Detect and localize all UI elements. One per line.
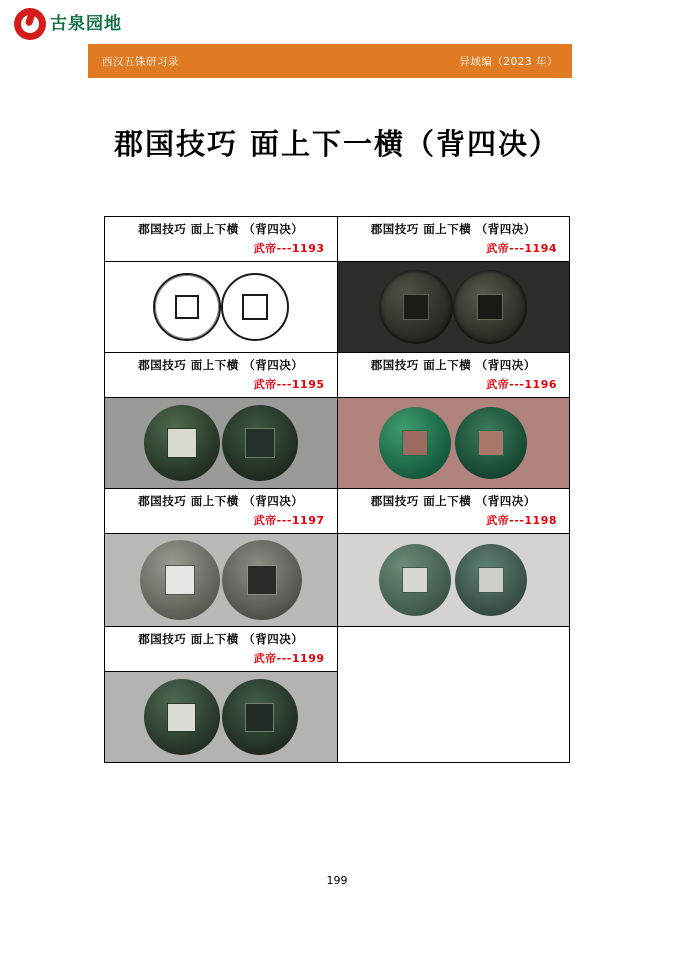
page-title: 郡国技巧 面上下一横（背四决） — [113, 127, 561, 161]
coin-catalog-table — [104, 216, 570, 763]
table-row — [105, 489, 570, 534]
table-row — [105, 398, 570, 489]
table-row — [105, 353, 570, 398]
empty-label-cell — [337, 627, 570, 763]
header-right-title: 异域编（2023 年） — [459, 55, 558, 68]
swirl-logo-icon — [14, 8, 46, 40]
page-header-bar — [88, 44, 572, 78]
coin-entry-label — [337, 217, 570, 262]
coin-entry-code: 武帝---1195 — [253, 377, 325, 391]
coin-photo-cell — [337, 262, 570, 353]
table-row — [105, 534, 570, 627]
coin-entry-label — [105, 353, 338, 398]
coin-entry-title: 郡国技巧 面上下横 （背四决） — [138, 358, 304, 372]
coin-entry-code: 武帝---1199 — [253, 651, 325, 665]
coin-entry-title: 郡国技巧 面上下横 （背四决） — [138, 632, 304, 646]
coin-entry-title: 郡国技巧 面上下横 （背四决） — [138, 222, 304, 236]
table-row — [105, 262, 570, 353]
coin-entry-label — [105, 217, 338, 262]
coin-entry-code: 武帝---1194 — [486, 241, 557, 255]
coin-photo-cell — [105, 398, 338, 489]
page-number: 199 — [326, 874, 348, 887]
coin-entry-code: 武帝---1198 — [486, 513, 557, 527]
coin-pair-photo-1196 — [338, 398, 570, 488]
coin-entry-code: 武帝---1193 — [253, 241, 325, 255]
coin-photo-cell — [105, 262, 338, 353]
coin-pair-photo-1193 — [105, 262, 337, 352]
coin-entry-code: 武帝---1197 — [253, 513, 325, 527]
coin-entry-title: 郡国技巧 面上下横 （背四决） — [370, 358, 536, 372]
table-row — [105, 627, 570, 672]
coin-entry-title: 郡国技巧 面上下横 （背四决） — [370, 222, 536, 236]
coin-pair-photo-1194 — [338, 262, 570, 352]
coin-photo-cell — [105, 672, 338, 763]
coin-entry-label — [337, 353, 570, 398]
coin-pair-photo-1195 — [105, 398, 337, 488]
site-logo — [14, 8, 122, 40]
coin-entry-label — [105, 489, 338, 534]
table-row — [105, 217, 570, 262]
coin-photo-cell — [337, 398, 570, 489]
coin-entry-title: 郡国技巧 面上下横 （背四决） — [138, 494, 304, 508]
coin-entry-label — [105, 627, 338, 672]
coin-pair-photo-1197 — [105, 534, 337, 626]
coin-pair-photo-1199 — [105, 672, 337, 762]
coin-pair-photo-1198 — [338, 534, 570, 626]
coin-entry-code: 武帝---1196 — [486, 377, 557, 391]
header-left-title: 西汉五铢研习录 — [102, 55, 179, 68]
coin-photo-cell — [105, 534, 338, 627]
coin-photo-cell — [337, 534, 570, 627]
logo-text: 古泉园地 — [50, 13, 122, 34]
coin-entry-title: 郡国技巧 面上下横 （背四决） — [370, 494, 536, 508]
coin-entry-label — [337, 489, 570, 534]
